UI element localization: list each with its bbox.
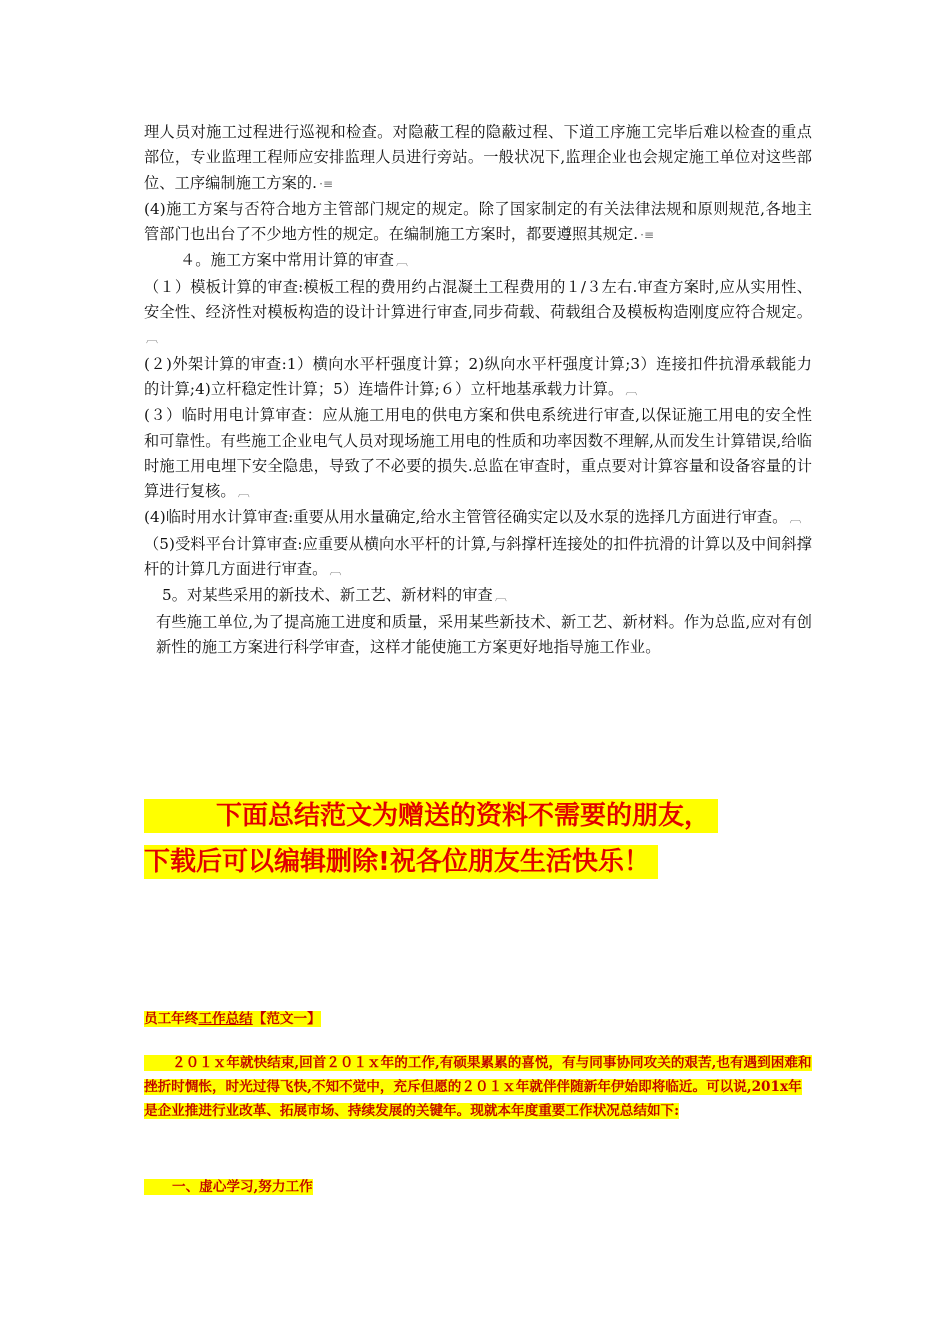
paragraph-mark: ·≡ xyxy=(319,176,334,191)
title-link[interactable]: 工作总结 xyxy=(198,1011,253,1027)
paragraph-water: (4)临时用水计算审查:重要从用水量确定,给水主管管径确实定以及水泵的选择几方面进行审查。 ︹ xyxy=(144,508,802,527)
paragraph-mark: ︹ xyxy=(625,382,638,397)
sample-subheading: 一、虚心学习,努力工作 xyxy=(144,1175,812,1199)
paragraph-mark: ·≡ xyxy=(640,228,655,243)
paragraph-mark: ︹ xyxy=(396,254,409,269)
paragraph-formwork: （１）模板计算的审查:模板工程的费用约占混凝土工程费用的１/３左右.审查方案时,应从实用性、安全性、经济性对模板构造的设计计算进行审查,同步荷载、荷载组合及模板构造刚度应符合规定。︹ xyxy=(144,277,812,346)
section-4-heading: ４。施工方案中常用计算的审查 ︹ xyxy=(180,251,409,270)
paragraph-2: (4)施工方案与否符合地方主管部门规定的规定。除了国家制定的有关法律法规和原则规范,各地主管部门也出台了不少地方性的规定。在编制施工方案时，都要遵照其规定. ·≡ xyxy=(144,199,812,244)
paragraph-mark: ︹ xyxy=(146,331,159,346)
paragraph-1: 理人员对施工过程进行巡视和检查。对隐蔽工程的隐蔽过程、下道工序施工完毕后难以检查的重点部位，专业监理工程师应安排监理人员进行旁站。一般状况下,监理企业也会规定施工单位对这些部位、工序编制施工方案的. ·≡ xyxy=(144,123,812,192)
sample-title: 员工年终工作总结【范文一】 xyxy=(144,1011,321,1027)
sample-paragraph: ２０１ｘ年就快结束,回首２０１ｘ年的工作,有硕果累累的喜悦，有与同事协同攻关的艰苦,也有遇到困难和挫折时惆怅，时光过得飞快,不知不觉中，充斥但愿的２０１ｘ年就伴伴随新年伊始即将临近。可以说,201x年是企业推进行业改革、拓展市场、持续发展的关键年。现就本年度重要工作状况总结如下: xyxy=(144,1055,812,1120)
paragraph-mark: ︹ xyxy=(789,511,802,526)
paragraph-electricity: (３）临时用电计算审查：应从施工用电的供电方案和供电系统进行审查,以保证施工用电的安全性和可靠性。有些施工企业电气人员对现场施工用电的性质和功率因数不理解,从而发生计算错误,给临时施工用电埋下安全隐患，导致了不必要的损失.总监在审查时，重点要对计算容量和设备容量的计算进行复核。 ︹ xyxy=(144,406,812,501)
paragraph-mark: ︹ xyxy=(494,589,507,604)
paragraph-platform: （5)受料平台计算审查:应重要从横向水平杆的计算,与斜撑杆连接处的扣件抗滑的计算以及中间斜撑杆的计算几方面进行审查。 ︹ xyxy=(144,534,813,579)
banner-line-2: 下载后可以编辑删除!祝各位朋友生活快乐！ xyxy=(144,843,784,881)
main-body xyxy=(144,120,812,660)
paragraph-new-tech: 有些施工单位,为了提高施工进度和质量，采用某些新技术、新工艺、新材料。作为总监,应对有创新性的施工方案进行科学审查，这样才能使施工方案更好地指导施工作业。 xyxy=(156,612,812,656)
paragraph-mark: ︹ xyxy=(237,485,250,500)
paragraph-mark: ︹ xyxy=(329,563,342,578)
banner-line-1: 下面总结范文为赠送的资料不需要的朋友， xyxy=(144,797,784,835)
paragraph-scaffold: (２)外架计算的审查:1）横向水平杆强度计算；2)纵向水平杆强度计算;3）连接扣件抗滑承载能力的计算;4)立杆稳定性计算；5）连墙件计算;６）立杆地基承载力计算。 ︹ xyxy=(144,354,812,398)
section-5-heading: 5。对某些采用的新技术、新工艺、新材料的审查 ︹ xyxy=(162,586,507,605)
